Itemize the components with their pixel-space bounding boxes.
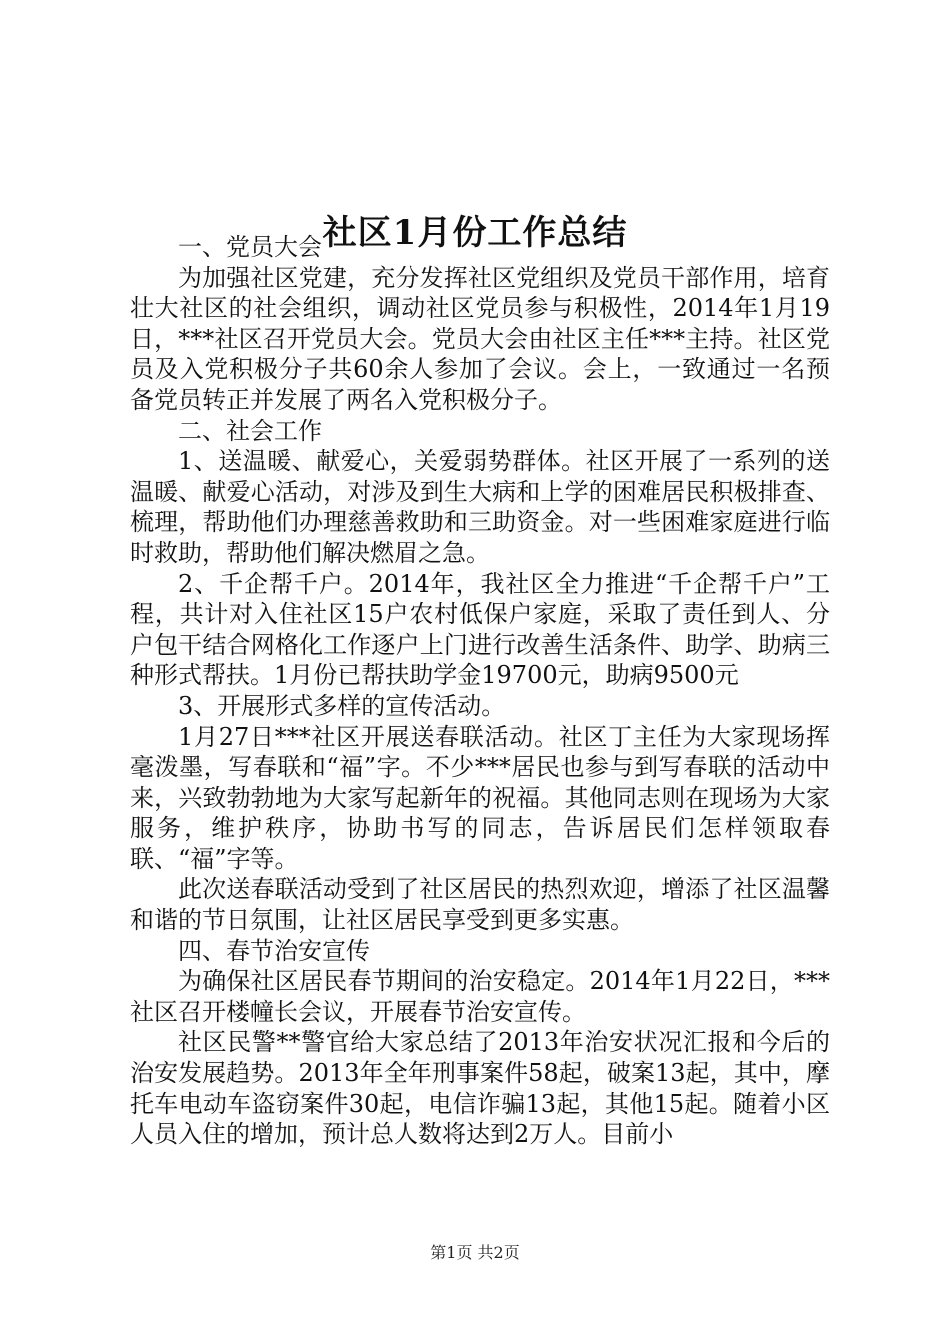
page-footer: 第1页 共2页 [430, 1243, 520, 1262]
paragraph-party-meeting: 为加强社区党建，充分发挥社区党组织及党员干部作用，培育壮大社区的社会组织，调动社区党员参与积极性，2014年1月19日，***社区召开党员大会。党员大会由社区主任***主持。社区党员及入党积极分子共60余人参加了会议。会上，一致通过一名预备党员转正并发展了两名入党积极分子。 [130, 263, 830, 414]
paragraph-spring-couplets: 1月27日***社区开展送春联活动。社区丁主任为大家现场挥毫泼墨，写春联和“福”字。不少***居民也参与到写春联的活动中来，兴致勃勃地为大家写起新年的祝福。其他同志则在现场为大家服务，维护秩序，协助书写的同志，告诉居民们怎样领取春联、“福”字等。 [130, 722, 830, 873]
section-heading-security: 四、春节治安宣传 [178, 936, 370, 965]
paragraph-police-summary: 社区民警**警官给大家总结了2013年治安状况汇报和今后的治安发展趋势。2013年全年刑事案件58起，破案13起，其中，摩托车电动车盗窃案件30起，电信诈骗13起，其他15起。随着小区人员入住的增加，预计总人数将达到2万人。目前小 [130, 1028, 830, 1149]
paragraph-enterprise-help: 2、千企帮千户。2014年，我社区全力推进“千企帮千户”工程，共计对入住社区15户农村低保户家庭，采取了责任到人、分户包干结合网格化工作逐户上门进行改善生活条件、助学、助病三种形式帮扶。1月份已帮扶助学金19700元，助病9500元 [130, 569, 830, 690]
paragraph-publicity-heading: 3、开展形式多样的宣传活动。 [178, 691, 506, 720]
paragraph-couplets-welcome: 此次送春联活动受到了社区居民的热烈欢迎，增添了社区温馨和谐的节日氛围，让社区居民享受到更多实惠。 [130, 875, 830, 935]
section-heading-social-work: 二、社会工作 [178, 416, 322, 445]
section-heading-party-meeting: 一、党员大会 [178, 233, 322, 261]
paragraph-warmth-love: 1、送温暖、献爱心，关爱弱势群体。社区开展了一系列的送温暖、献爱心活动，对涉及到生大病和上学的困难居民积极排查、梳理，帮助他们办理慈善救助和三助资金。对一些困难家庭进行临时救助，帮助他们解决燃眉之急。 [130, 447, 830, 567]
paragraph-security-meeting: 为确保社区居民春节期间的治安稳定。2014年1月22日，***社区召开楼幢长会议，开展春节治安宣传。 [130, 967, 830, 1026]
document-body [130, 232, 830, 1150]
document-title: 社区1月份工作总结 [322, 212, 628, 253]
